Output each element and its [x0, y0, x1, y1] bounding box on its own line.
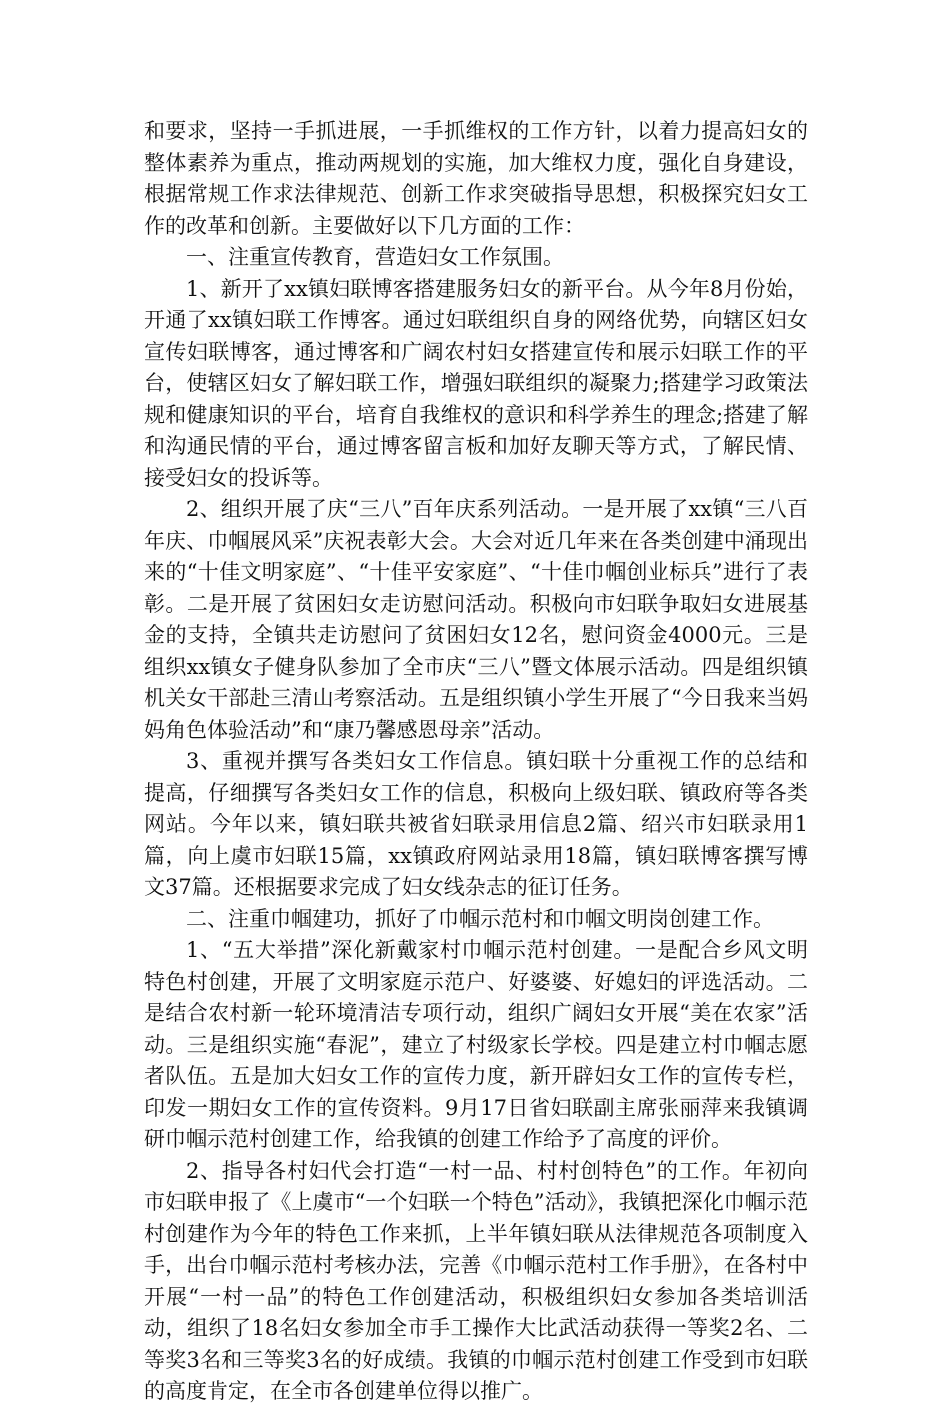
document-body: [144, 116, 808, 1408]
paragraph-2-1: 1、“五大举措”深化新戴家村巾帼示范村创建。一是配合乡风文明特色村创建，开展了文明家庭示范户、好婆婆、好媳妇的评选活动。二是结合农村新一轮环境清洁专项行动，组织广阔妇女开展“美在农家”活动。三是组织实施“春泥”，建立了村级家长学校。四是建立村巾帼志愿者队伍。五是加大妇女工作的宣传力度，新开辟妇女工作的宣传专栏，印发一期妇女工作的宣传资料。9月17日省妇联副主席张丽萍来我镇调研巾帼示范村创建工作，给我镇的创建工作给予了高度的评价。: [144, 938, 808, 1151]
paragraph-1-3: 3、重视并撰写各类妇女工作信息。镇妇联十分重视工作的总结和提高，仔细撰写各类妇女工作的信息，积极向上级妇联、镇政府等各类网站。今年以来，镇妇联共被省妇联录用信息2篇、绍兴市妇联录用1篇，向上虞市妇联15篇，xx镇政府网站录用18篇，镇妇联博客撰写博文37篇。还根据要求完成了妇女线杂志的征订任务。: [144, 749, 808, 899]
paragraph-1-2: 2、组织开展了庆“三八”百年庆系列活动。一是开展了xx镇“三八百年庆、巾帼展风采”庆祝表彰大会。大会对近几年来在各类创建中涌现出来的“十佳文明家庭”、“十佳平安家庭”、“十佳巾帼创业标兵”进行了表彰。二是开展了贫困妇女走访慰问活动。积极向市妇联争取妇女进展基金的支持，全镇共走访慰问了贫困妇女12名，慰问资金4000元。三是组织xx镇女子健身队参加了全市庆“三八”暨文体展示活动。四是组织镇机关女干部赴三清山考察活动。五是组织镇小学生开展了“今日我来当妈妈角色体验活动”和“康乃馨感恩母亲”活动。: [144, 497, 808, 742]
paragraph-1-1: 1、新开了xx镇妇联博客搭建服务妇女的新平台。从今年8月份始，开通了xx镇妇联工作博客。通过妇联组织自身的网络优势，向辖区妇女宣传妇联博客，通过博客和广阔农村妇女搭建宣传和展示妇联工作的平台，使辖区妇女了解妇联工作，增强妇联组织的凝聚力;搭建学习政策法规和健康知识的平台，培育自我维权的意识和科学养生的理念;搭建了解和沟通民情的平台，通过博客留言板和加好友聊天等方式，了解民情、接受妇女的投诉等。: [144, 276, 808, 490]
section-heading-1: 一、注重宣传教育，营造妇女工作氛围。: [186, 245, 564, 269]
paragraph-intro: 和要求，坚持一手抓进展，一手抓维权的工作方针，以着力提高妇女的整体素养为重点，推动两规划的实施，加大维权力度，强化自身建设，根据常规工作求法律规范、创新工作求突破指导思想，积极探究妇女工作的改革和创新。主要做好以下几方面的工作：: [144, 119, 808, 238]
paragraph-2-2: 2、指导各村妇代会打造“一村一品、村村创特色”的工作。年初向市妇联申报了《上虞市“一个妇联一个特色”活动》，我镇把深化巾帼示范村创建作为今年的特色工作来抓，上半年镇妇联从法律规范各项制度入手，出台巾帼示范村考核办法，完善《巾帼示范村工作手册》，在各村中开展“一村一品”的特色工作创建活动，积极组织妇女参加各类培训活动，组织了18名妇女参加全市手工操作大比武活动获得一等奖2名、二等奖3名和三等奖3名的好成绩。我镇的巾帼示范村创建工作受到市妇联的高度肯定，在全市各创建单位得以推广。: [144, 1158, 808, 1403]
section-heading-2: 二、注重巾帼建功，抓好了巾帼示范村和巾帼文明岗创建工作。: [186, 906, 774, 931]
